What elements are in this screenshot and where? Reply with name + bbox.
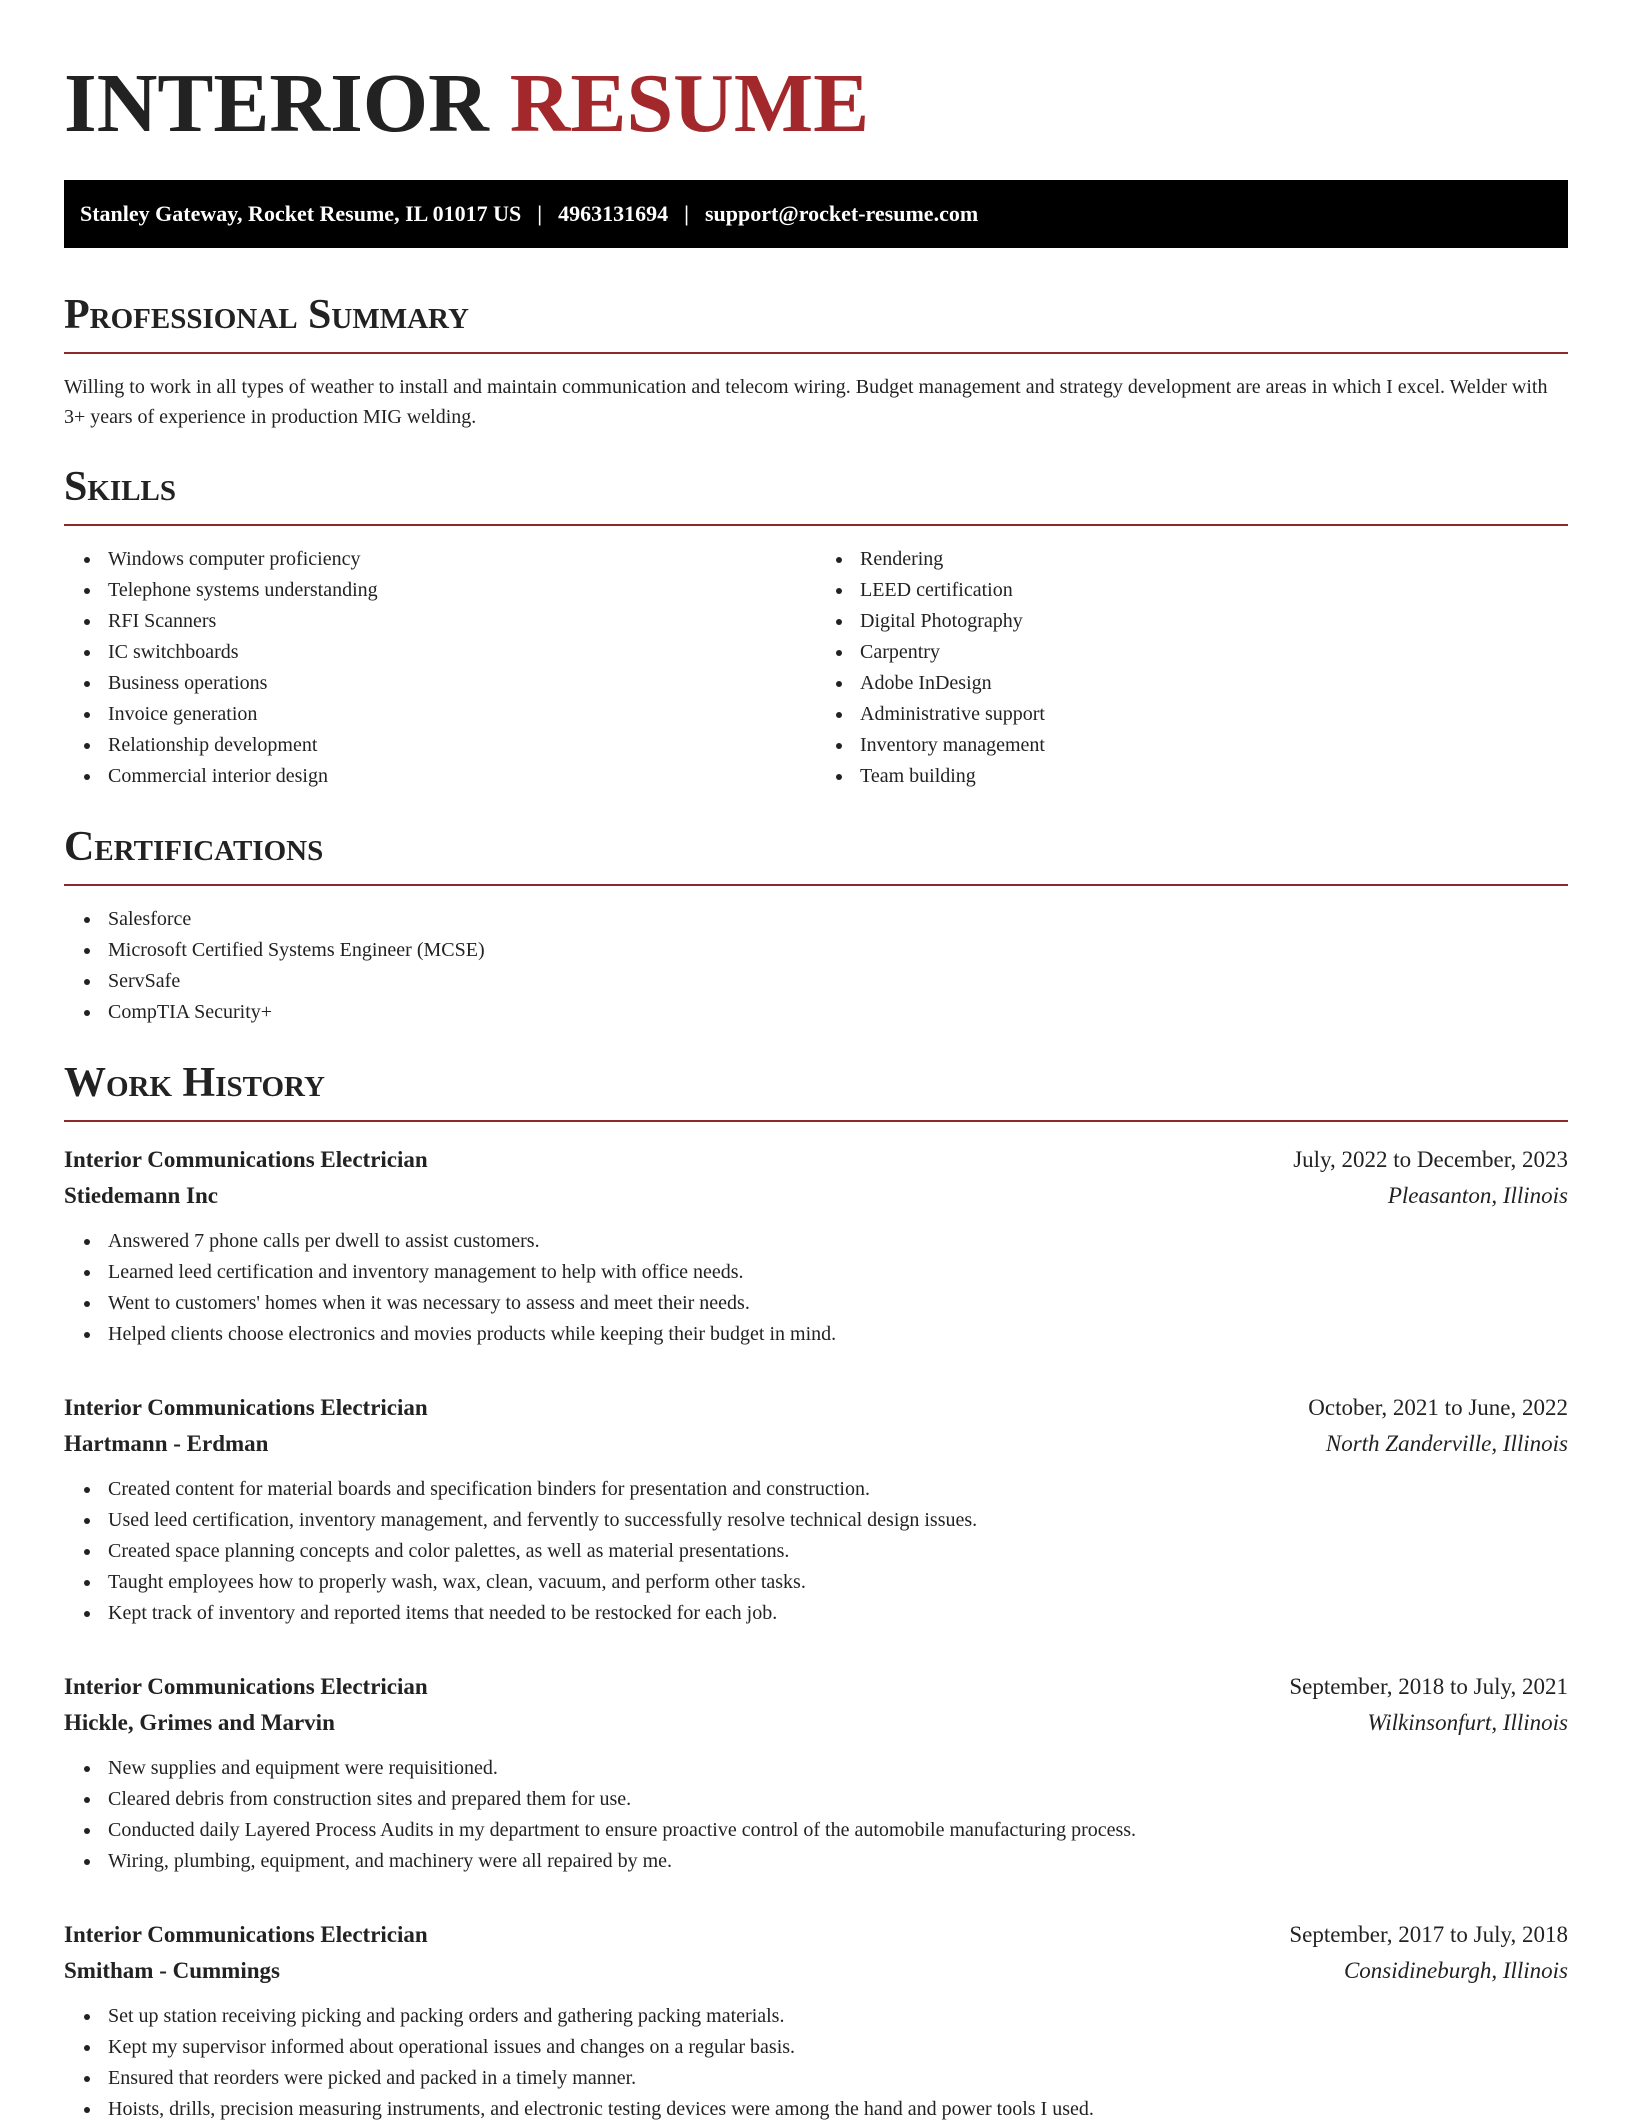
job-title: Interior Communications Electrician (64, 1674, 428, 1699)
job-company-row (64, 1426, 1568, 1462)
list-item: Team building (860, 761, 1568, 792)
list-item: Relationship development (108, 730, 816, 761)
contact-phone: 4963131694 (558, 201, 669, 226)
job-header-row (64, 1142, 1568, 1178)
job-company: Smitham - Cummings (64, 1958, 280, 1983)
list-item: Microsoft Certified Systems Engineer (MCSE) (108, 935, 1568, 966)
list-item: New supplies and equipment were requisitioned. (108, 1753, 1568, 1784)
summary-heading: Professional Summary (64, 292, 1568, 354)
list-item: Taught employees how to properly wash, wax, clean, vacuum, and perform other tasks. (108, 1567, 1568, 1598)
job-entry (64, 1142, 1568, 1350)
job-header-row (64, 1390, 1568, 1426)
list-item: CompTIA Security+ (108, 997, 1568, 1028)
list-item: Windows computer proficiency (108, 544, 816, 575)
job-location: North Zanderville, Illinois (1325, 1431, 1568, 1456)
list-item: Adobe InDesign (860, 668, 1568, 699)
list-item: Kept my supervisor informed about operational issues and changes on a regular basis. (108, 2032, 1568, 2063)
list-item: Salesforce (108, 904, 1568, 935)
certifications-heading: Certifications (64, 824, 1568, 886)
list-item: Digital Photography (860, 606, 1568, 637)
work-history-section (64, 1060, 1568, 2125)
job-header-row (64, 1669, 1568, 1705)
list-item: Ensured that reorders were picked and packed in a timely manner. (108, 2063, 1568, 2094)
list-item: Learned leed certification and inventory management to help with office needs. (108, 1257, 1568, 1288)
list-item: Commercial interior design (108, 761, 816, 792)
job-title: Interior Communications Electrician (64, 1147, 428, 1172)
list-item: Carpentry (860, 637, 1568, 668)
list-item: Rendering (860, 544, 1568, 575)
list-item: Used leed certification, inventory management, and fervently to successfully resolve technical design issues. (108, 1505, 1568, 1536)
job-bullets (64, 2001, 1568, 2125)
list-item: Wiring, plumbing, equipment, and machinery were all repaired by me. (108, 1846, 1568, 1877)
job-dates: July, 2022 to December, 2023 (1293, 1147, 1568, 1172)
job-dates: September, 2017 to July, 2018 (1289, 1922, 1568, 1947)
job-company-row (64, 1178, 1568, 1214)
list-item: IC switchboards (108, 637, 816, 668)
certifications-section (64, 824, 1568, 1028)
contact-email: support@rocket-resume.com (704, 201, 979, 226)
title-accent: RESUME (509, 57, 870, 150)
list-item: Invoice generation (108, 699, 816, 730)
list-item: Set up station receiving picking and packing orders and gathering packing materials. (108, 2001, 1568, 2032)
list-item: Conducted daily Layered Process Audits in my department to ensure proactive control of the automobile manufacturing process. (108, 1815, 1568, 1846)
skills-heading: Skills (64, 464, 1568, 526)
skills-grid (64, 544, 1568, 792)
list-item: LEED certification (860, 575, 1568, 606)
job-company-row (64, 1705, 1568, 1741)
work-history-heading: Work History (64, 1060, 1568, 1122)
list-item: Inventory management (860, 730, 1568, 761)
list-item: Hoists, drills, precision measuring instruments, and electronic testing devices were among the hand and power tools I used. (108, 2094, 1568, 2125)
list-item: Went to customers' homes when it was necessary to assess and meet their needs. (108, 1288, 1568, 1319)
job-location: Wilkinsonfurt, Illinois (1367, 1710, 1568, 1735)
job-entry (64, 1917, 1568, 2125)
job-bullets (64, 1753, 1568, 1877)
list-item: RFI Scanners (108, 606, 816, 637)
job-company: Hartmann - Erdman (64, 1431, 269, 1456)
list-item: Telephone systems understanding (108, 575, 816, 606)
title-primary: INTERIOR (64, 57, 489, 150)
job-dates: September, 2018 to July, 2021 (1289, 1674, 1568, 1699)
job-company: Stiedemann Inc (64, 1183, 218, 1208)
job-bullets (64, 1474, 1568, 1629)
job-location: Considineburgh, Illinois (1343, 1958, 1568, 1983)
job-entry (64, 1390, 1568, 1629)
certifications-list (64, 904, 1568, 1028)
contact-address: Stanley Gateway, Rocket Resume, IL 01017 US (80, 201, 522, 226)
resume-page (64, 0, 1568, 2125)
list-item: Created space planning concepts and color palettes, as well as material presentations. (108, 1536, 1568, 1567)
list-item: Cleared debris from construction sites and prepared them for use. (108, 1784, 1568, 1815)
list-item: Kept track of inventory and reported items that needed to be restocked for each job. (108, 1598, 1568, 1629)
skills-section (64, 464, 1568, 792)
contact-separator: | (684, 201, 689, 226)
list-item: Answered 7 phone calls per dwell to assist customers. (108, 1226, 1568, 1257)
list-item: Created content for material boards and specification binders for presentation and construction. (108, 1474, 1568, 1505)
list-item: Business operations (108, 668, 816, 699)
job-header-row (64, 1917, 1568, 1953)
job-company: Hickle, Grimes and Marvin (64, 1710, 335, 1735)
job-title: Interior Communications Electrician (64, 1922, 428, 1947)
job-company-row (64, 1953, 1568, 1989)
job-title: Interior Communications Electrician (64, 1395, 428, 1420)
contact-separator: | (537, 201, 543, 226)
resume-title (64, 0, 1568, 152)
summary-text: Willing to work in all types of weather to install and maintain communication and telecom wiring. Budget management and strategy development are areas in which I excel. Welder with 3+ years of experience in production MIG welding. (64, 376, 1548, 428)
list-item: ServSafe (108, 966, 1568, 997)
job-location: Pleasanton, Illinois (1387, 1183, 1568, 1208)
list-item: Administrative support (860, 699, 1568, 730)
job-dates: October, 2021 to June, 2022 (1308, 1395, 1568, 1420)
summary-section (64, 292, 1568, 432)
skills-list-left (64, 544, 816, 792)
list-item: Helped clients choose electronics and movies products while keeping their budget in mind. (108, 1319, 1568, 1350)
job-bullets (64, 1226, 1568, 1350)
contact-bar (64, 180, 1568, 248)
skills-list-right (816, 544, 1568, 792)
job-entry (64, 1669, 1568, 1877)
